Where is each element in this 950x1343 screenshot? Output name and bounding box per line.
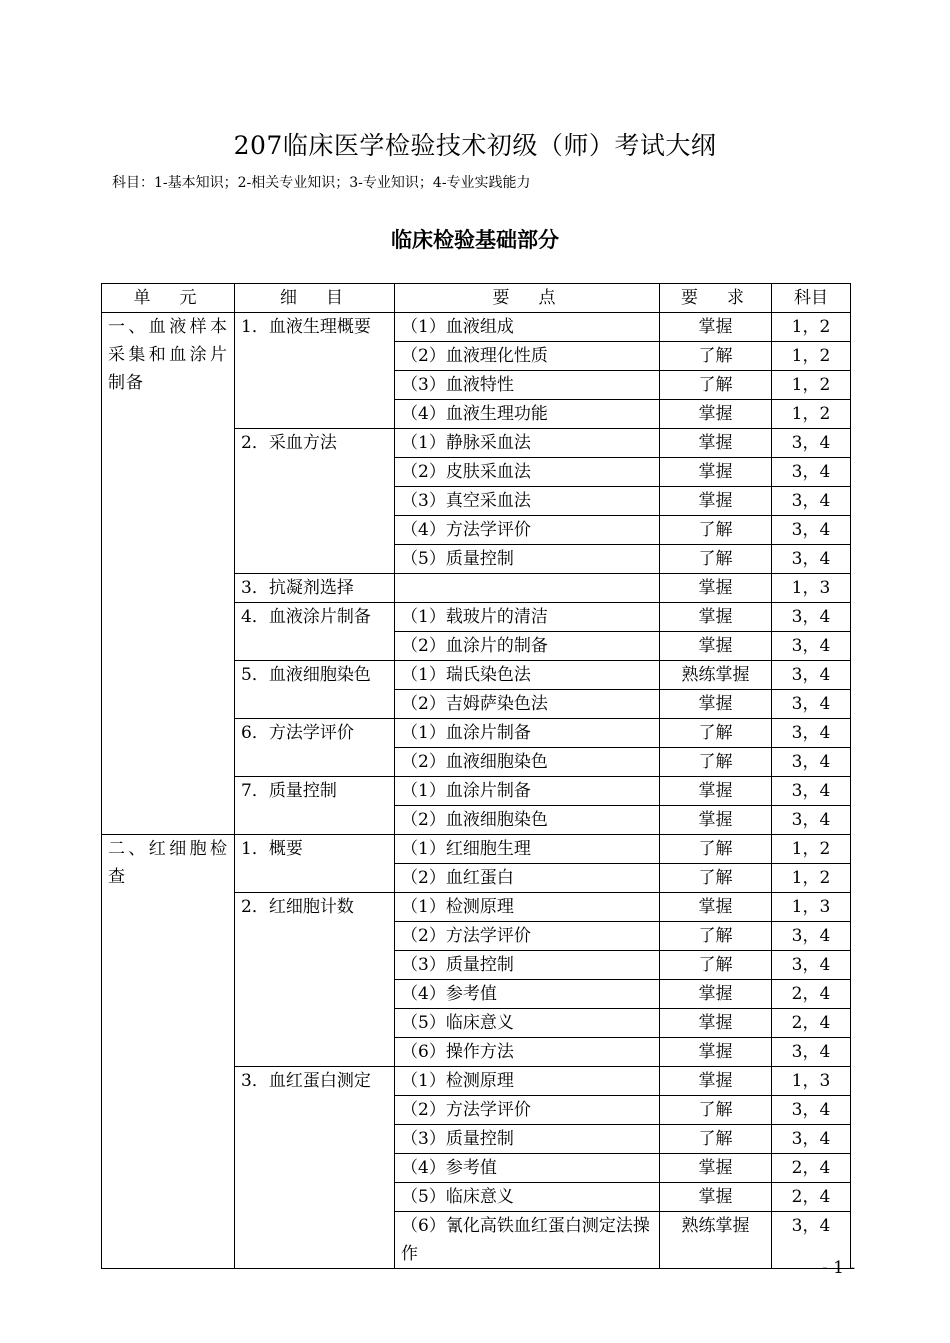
subject-cell: 1，3 xyxy=(772,1067,851,1096)
subject-cell: 2，4 xyxy=(772,980,851,1009)
point-cell: （2）方法学评价 xyxy=(395,1096,660,1125)
point-cell: （1）血液组成 xyxy=(395,313,660,342)
detail-cell: 2．采血方法 xyxy=(235,429,395,574)
point-cell: （1）血涂片制备 xyxy=(395,719,660,748)
document-title: 207临床医学检验技术初级（师）考试大纲 xyxy=(233,131,717,160)
detail-cell: 7．质量控制 xyxy=(235,777,395,835)
point-cell: （1）载玻片的清洁 xyxy=(395,603,660,632)
point-cell: （3）质量控制 xyxy=(395,1125,660,1154)
unit-cell: 一、血液样本采集和血涂片制备 xyxy=(102,313,235,835)
point-cell: （3）血液特性 xyxy=(395,371,660,400)
requirement-cell: 了解 xyxy=(660,835,772,864)
detail-cell: 1．概要 xyxy=(235,835,395,893)
point-cell: （2）血液细胞染色 xyxy=(395,806,660,835)
point-cell: （2）吉姆萨染色法 xyxy=(395,690,660,719)
subject-cell: 1，2 xyxy=(772,400,851,429)
requirement-cell: 了解 xyxy=(660,748,772,777)
point-cell: （2）血液理化性质 xyxy=(395,342,660,371)
point-cell: （3）质量控制 xyxy=(395,951,660,980)
requirement-cell: 了解 xyxy=(660,951,772,980)
point-cell: （1）红细胞生理 xyxy=(395,835,660,864)
requirement-cell: 掌握 xyxy=(660,1067,772,1096)
subject-cell: 2，4 xyxy=(772,1154,851,1183)
point-cell: （2）血涂片的制备 xyxy=(395,632,660,661)
detail-cell: 6．方法学评价 xyxy=(235,719,395,777)
point-cell: （3）真空采血法 xyxy=(395,487,660,516)
requirement-cell: 掌握 xyxy=(660,980,772,1009)
requirement-cell: 掌握 xyxy=(660,690,772,719)
table-header-row xyxy=(102,284,851,313)
subject-cell: 3，4 xyxy=(772,661,851,690)
subject-cell: 3，4 xyxy=(772,690,851,719)
subject-cell: 3，4 xyxy=(772,603,851,632)
header-point: 要 点 xyxy=(395,284,660,313)
subject-cell: 1，2 xyxy=(772,864,851,893)
subject-cell: 2，4 xyxy=(772,1009,851,1038)
subject-cell: 3，4 xyxy=(772,951,851,980)
point-cell: （2）血红蛋白 xyxy=(395,864,660,893)
point-cell: （6）氰化高铁血红蛋白测定法操作 xyxy=(395,1212,660,1269)
point-cell: （2）皮肤采血法 xyxy=(395,458,660,487)
requirement-cell: 了解 xyxy=(660,864,772,893)
requirement-cell: 了解 xyxy=(660,922,772,951)
requirement-cell: 熟练掌握 xyxy=(660,1212,772,1269)
requirement-cell: 掌握 xyxy=(660,458,772,487)
subject-cell: 3，4 xyxy=(772,429,851,458)
point-cell: （4）参考值 xyxy=(395,980,660,1009)
requirement-cell: 了解 xyxy=(660,516,772,545)
point-cell: （1）检测原理 xyxy=(395,1067,660,1096)
detail-cell: 5．血液细胞染色 xyxy=(235,661,395,719)
subject-cell: 3，4 xyxy=(772,632,851,661)
subject-cell: 3，4 xyxy=(772,806,851,835)
page-number: - 1 - xyxy=(822,1258,856,1278)
subject-cell: 3，4 xyxy=(772,1096,851,1125)
requirement-cell: 了解 xyxy=(660,1096,772,1125)
requirement-cell: 掌握 xyxy=(660,1038,772,1067)
point-cell: （2）方法学评价 xyxy=(395,922,660,951)
requirement-cell: 了解 xyxy=(660,719,772,748)
subject-cell: 1，2 xyxy=(772,313,851,342)
detail-cell: 2．红细胞计数 xyxy=(235,893,395,1067)
requirement-cell: 了解 xyxy=(660,545,772,574)
section-title: 临床检验基础部分 xyxy=(391,228,559,252)
point-cell: （1）静脉采血法 xyxy=(395,429,660,458)
table-body xyxy=(102,313,851,1269)
subject-cell: 2，4 xyxy=(772,1183,851,1212)
subject-cell: 1，2 xyxy=(772,371,851,400)
requirement-cell: 掌握 xyxy=(660,893,772,922)
unit-cell: 二、红细胞检查 xyxy=(102,835,235,1269)
requirement-cell: 掌握 xyxy=(660,1183,772,1212)
requirement-cell: 掌握 xyxy=(660,1154,772,1183)
requirement-cell: 掌握 xyxy=(660,603,772,632)
header-requirement: 要 求 xyxy=(660,284,772,313)
point-cell xyxy=(395,574,660,603)
requirement-cell: 掌握 xyxy=(660,487,772,516)
point-cell: （4）血液生理功能 xyxy=(395,400,660,429)
requirement-cell: 了解 xyxy=(660,371,772,400)
subject-cell: 3，4 xyxy=(772,719,851,748)
point-cell: （1）瑞氏染色法 xyxy=(395,661,660,690)
requirement-cell: 了解 xyxy=(660,342,772,371)
requirement-cell: 熟练掌握 xyxy=(660,661,772,690)
subject-cell: 1，3 xyxy=(772,574,851,603)
point-cell: （4）参考值 xyxy=(395,1154,660,1183)
detail-cell: 3．血红蛋白测定 xyxy=(235,1067,395,1269)
point-cell: （5）临床意义 xyxy=(395,1183,660,1212)
point-cell: （5）质量控制 xyxy=(395,545,660,574)
subject-cell: 3，4 xyxy=(772,748,851,777)
requirement-cell: 掌握 xyxy=(660,313,772,342)
detail-cell: 4．血液涂片制备 xyxy=(235,603,395,661)
requirement-cell: 掌握 xyxy=(660,574,772,603)
subject-cell: 1，2 xyxy=(772,835,851,864)
subject-cell: 3，4 xyxy=(772,545,851,574)
subject-cell: 1，2 xyxy=(772,342,851,371)
detail-cell: 1．血液生理概要 xyxy=(235,313,395,429)
subject-cell: 3，4 xyxy=(772,1038,851,1067)
requirement-cell: 掌握 xyxy=(660,1009,772,1038)
requirement-cell: 掌握 xyxy=(660,806,772,835)
subject-cell: 3，4 xyxy=(772,516,851,545)
requirement-cell: 掌握 xyxy=(660,429,772,458)
header-unit: 单 元 xyxy=(102,284,235,313)
subject-cell: 3，4 xyxy=(772,1125,851,1154)
requirement-cell: 了解 xyxy=(660,1125,772,1154)
subject-cell: 3，4 xyxy=(772,1212,851,1269)
subject-cell: 3，4 xyxy=(772,777,851,806)
requirement-cell: 掌握 xyxy=(660,632,772,661)
detail-cell: 3．抗凝剂选择 xyxy=(235,574,395,603)
point-cell: （1）检测原理 xyxy=(395,893,660,922)
subject-cell: 1，3 xyxy=(772,893,851,922)
header-subject: 科目 xyxy=(772,284,851,313)
point-cell: （4）方法学评价 xyxy=(395,516,660,545)
point-cell: （6）操作方法 xyxy=(395,1038,660,1067)
subject-cell: 3，4 xyxy=(772,922,851,951)
requirement-cell: 掌握 xyxy=(660,777,772,806)
point-cell: （1）血涂片制备 xyxy=(395,777,660,806)
subject-cell: 3，4 xyxy=(772,458,851,487)
point-cell: （5）临床意义 xyxy=(395,1009,660,1038)
syllabus-table xyxy=(101,283,851,1269)
subjects-legend: 科目：1-基本知识；2-相关专业知识；3-专业知识；4-专业实践能力 xyxy=(112,175,531,191)
requirement-cell: 掌握 xyxy=(660,400,772,429)
subject-cell: 3，4 xyxy=(772,487,851,516)
table-row xyxy=(102,313,851,342)
header-detail: 细 目 xyxy=(235,284,395,313)
table-row xyxy=(102,835,851,864)
point-cell: （2）血液细胞染色 xyxy=(395,748,660,777)
